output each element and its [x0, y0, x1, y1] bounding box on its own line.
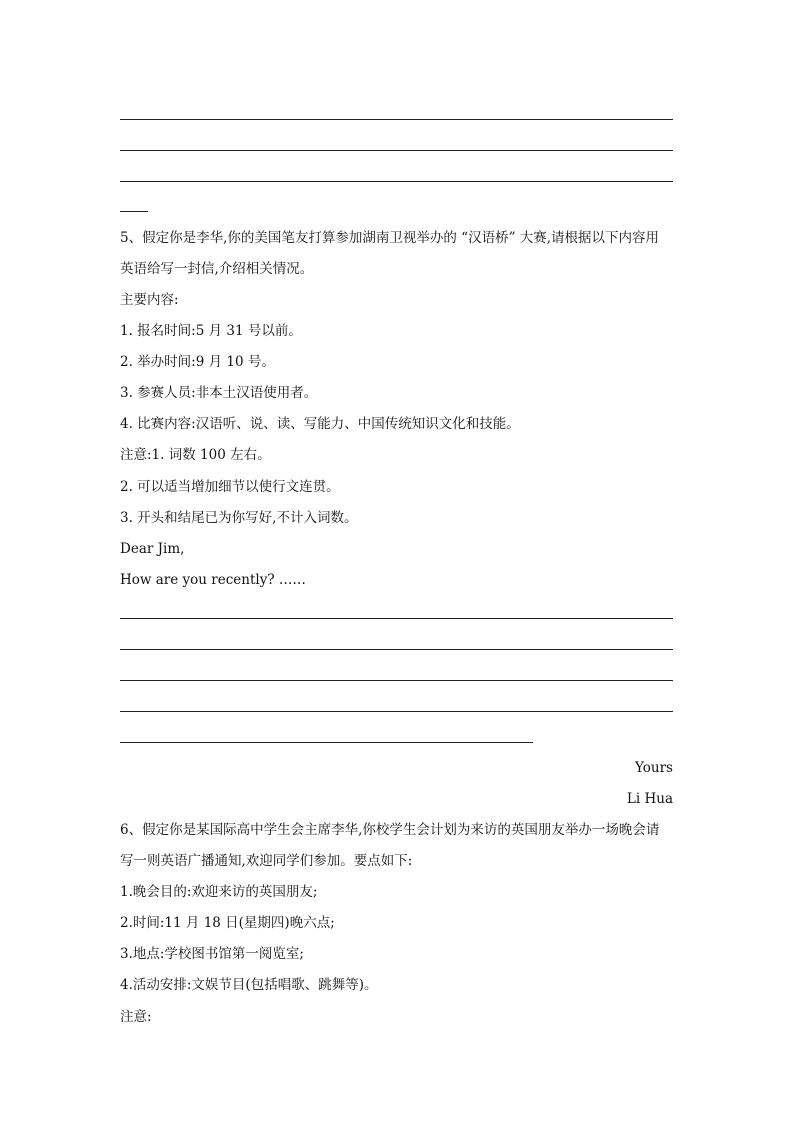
writing-line — [120, 711, 673, 712]
q5-prompt-line-1: 5、假定你是李华,你的美国笔友打算参加湖南卫视举办的 “汉语桥” 大赛,请根据以下内容用 — [120, 230, 660, 246]
answer-line — [120, 150, 673, 151]
q5-greeting: Dear Jim, — [120, 541, 185, 557]
writing-line — [120, 680, 673, 681]
q6-note-label: 注意: — [120, 1009, 152, 1025]
q5-main-label: 主要内容: — [120, 292, 179, 308]
q5-closing: Yours — [635, 760, 673, 776]
q6-prompt-line-1: 6、假定你是某国际高中学生会主席李华,你校学生会计划为来访的英国朋友举办一场晚会请 — [120, 822, 660, 838]
answer-line — [120, 119, 673, 120]
q6-item-2: 2.时间:11 月 18 日(星期四)晚六点; — [120, 915, 335, 931]
q5-item-1: 1. 报名时间:5 月 31 号以前。 — [120, 323, 302, 339]
q6-item-1: 1.晚会目的:欢迎来访的英国朋友; — [120, 884, 318, 900]
q5-item-4: 4. 比赛内容:汉语听、说、读、写能力、中国传统知识文化和技能。 — [120, 416, 520, 432]
q5-note-3: 3. 开头和结尾已为你写好,不计入词数。 — [120, 510, 358, 526]
q5-note-2: 2. 可以适当增加细节以使行文连贯。 — [120, 479, 340, 495]
writing-line-short — [120, 742, 533, 743]
answer-line-short — [120, 211, 148, 212]
writing-line — [120, 618, 673, 619]
q6-prompt-line-2: 写一则英语广播通知,欢迎同学们参加。要点如下: — [120, 853, 413, 869]
q5-item-2: 2. 举办时间:9 月 10 号。 — [120, 354, 275, 370]
q6-item-4: 4.活动安排:文娱节目(包括唱歌、跳舞等)。 — [120, 977, 378, 993]
q5-prompt-line-2: 英语给写一封信,介绍相关情况。 — [120, 261, 314, 277]
q6-item-3: 3.地点:学校图书馆第一阅览室; — [120, 946, 304, 962]
q5-opening: How are you recently? …… — [120, 572, 306, 588]
q5-item-3: 3. 参赛人员:非本土汉语使用者。 — [120, 385, 318, 401]
writing-line — [120, 649, 673, 650]
answer-line — [120, 181, 673, 182]
q5-signature: Li Hua — [626, 791, 673, 807]
q5-note-1: 注意:1. 词数 100 左右。 — [120, 447, 271, 463]
